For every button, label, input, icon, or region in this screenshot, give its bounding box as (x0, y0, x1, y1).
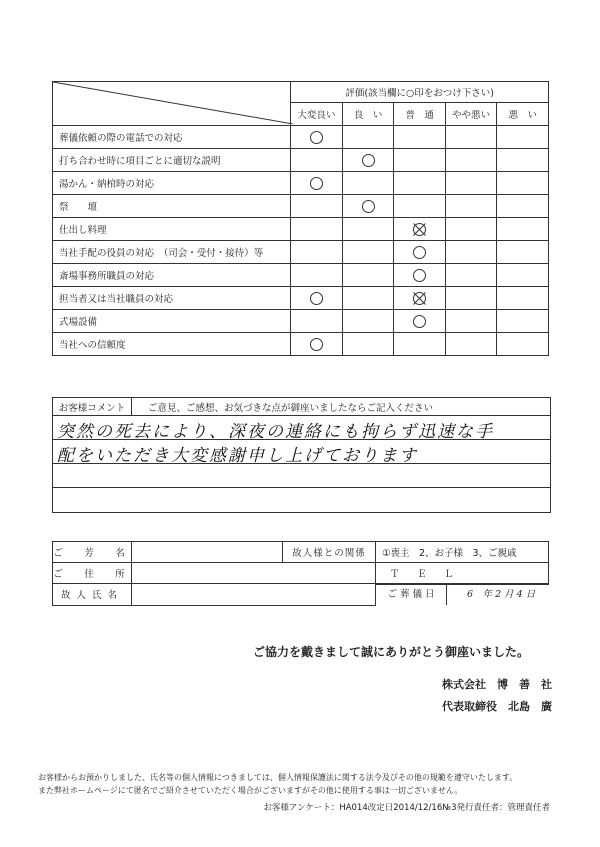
rating-cell[interactable] (497, 218, 549, 241)
privacy-notice (38, 771, 517, 797)
name-label: ご 芳 名 (53, 542, 132, 563)
customer-info-table (52, 541, 549, 606)
rating-column-0: 大変良い (291, 103, 343, 126)
rating-cell[interactable] (342, 241, 394, 264)
address-label: ご 住 所 (53, 563, 132, 584)
customer-comment-box (52, 397, 551, 513)
rating-header: 評価(該当欄に○印をおつけ下さい) (291, 82, 549, 103)
rating-cell[interactable] (342, 333, 394, 356)
rating-cell[interactable] (342, 287, 394, 310)
rating-cell[interactable] (342, 172, 394, 195)
notice-line-2: また弊社ホームページにて匿名でご紹介させていただく場合がございますがその他に使用する事は一切ございません。 (38, 786, 463, 795)
rating-cell[interactable] (445, 126, 496, 149)
tel-label: Ｔ Ｅ Ｌ (390, 569, 458, 580)
rating-cell[interactable] (497, 241, 549, 264)
company-block (442, 674, 552, 718)
comment-prompt: ご意見、ご感想、お気づきな点が御座いましたならご記入ください (148, 402, 434, 414)
rating-cell[interactable] (291, 333, 343, 356)
rating-cell[interactable] (291, 218, 343, 241)
company-rep: 代表取締役 北島 廣 (442, 700, 552, 713)
rating-cell[interactable] (342, 310, 394, 333)
notice-line-1: お客様からお預かりしました、氏名等の個人情報につきましては、個人情報保護法に関する法令及びその他の規範を遵守いたします。 (38, 773, 518, 782)
rating-cell[interactable] (291, 264, 343, 287)
rating-cell[interactable] (342, 264, 394, 287)
eval-row (53, 149, 549, 172)
circle-mark-icon (362, 154, 375, 167)
eval-row-label: 打ち合わせ時に項目ごとに適切な説明 (53, 149, 291, 172)
evaluation-table (52, 81, 549, 356)
rating-cell[interactable] (497, 172, 549, 195)
eval-row-label: 式場設備 (53, 310, 291, 333)
eval-row (53, 241, 549, 264)
eval-row-label: 仕出し料理 (53, 218, 291, 241)
rating-column-1: 良 い (342, 103, 394, 126)
rating-column-3: やや悪い (445, 103, 496, 126)
address-field[interactable] (132, 563, 376, 584)
rating-cell[interactable] (291, 172, 343, 195)
crossed-circle-mark-icon (413, 292, 426, 305)
eval-row (53, 172, 549, 195)
relation-label: 故人様との関係 (283, 542, 376, 563)
rating-cell[interactable] (445, 287, 496, 310)
comment-line-3[interactable] (53, 464, 550, 488)
rating-cell[interactable] (445, 172, 496, 195)
rating-cell[interactable] (445, 195, 496, 218)
circle-mark-icon (310, 338, 323, 351)
eval-row (53, 126, 549, 149)
rating-cell[interactable] (394, 149, 446, 172)
circle-mark-icon (310, 177, 323, 190)
rating-column-2: 普 通 (394, 103, 446, 126)
handwritten-comment-2: 配をいただき大変感謝申し上げております (57, 446, 418, 466)
handwritten-comment-1: 突然の死去により、深夜の連絡にも拘らず迅速な手 (57, 422, 494, 442)
eval-row (53, 287, 549, 310)
deceased-field[interactable] (132, 584, 376, 606)
rating-cell[interactable] (445, 241, 496, 264)
rating-cell[interactable] (497, 310, 549, 333)
comment-line-1[interactable] (53, 416, 550, 440)
eval-row (53, 195, 549, 218)
rating-cell[interactable] (497, 333, 549, 356)
eval-row-label: 当社手配の役員の対応 （司会・受付・接待）等 (53, 241, 291, 264)
rating-cell[interactable] (394, 241, 446, 264)
circle-mark-icon (413, 246, 426, 259)
rating-cell[interactable] (497, 287, 549, 310)
rating-cell[interactable] (497, 126, 549, 149)
eval-row (53, 218, 549, 241)
company-name: 株式会社 博 善 社 (442, 678, 552, 691)
eval-row-label: 葬儀依頼の際の電話での対応 (53, 126, 291, 149)
eval-row (53, 333, 549, 356)
rating-cell[interactable] (342, 126, 394, 149)
funeral-date-value: 6 年 2 月 4 日 (467, 589, 536, 600)
funeral-date-cell[interactable] (376, 584, 549, 605)
rating-cell[interactable] (291, 310, 343, 333)
rating-cell[interactable] (445, 264, 496, 287)
thanks-message: ご協力を戴きまして誠にありがとう御座いました。 (253, 645, 530, 659)
comment-line-2[interactable] (53, 440, 550, 464)
diagonal-line (53, 82, 293, 124)
comment-line-4[interactable] (53, 488, 550, 511)
comment-title: お客様コメント (53, 398, 132, 415)
circle-mark-icon (362, 200, 375, 213)
rating-column-4: 悪 い (497, 103, 549, 126)
rating-cell[interactable] (394, 172, 446, 195)
rating-cell[interactable] (394, 264, 446, 287)
circle-mark-icon (310, 292, 323, 305)
relation-field[interactable]: ①喪主 2、お子様 3、ご親戚 (376, 542, 549, 563)
tel-cell[interactable] (376, 563, 549, 584)
eval-row-label: 祭 壇 (53, 195, 291, 218)
rating-cell[interactable] (394, 218, 446, 241)
eval-row-label: 担当者又は当社職員の対応 (53, 287, 291, 310)
name-field[interactable] (132, 542, 283, 563)
deceased-label: 故人氏名 (53, 584, 132, 606)
eval-row-label: 湯かん・納棺時の対応 (53, 172, 291, 195)
rating-cell[interactable] (445, 310, 496, 333)
circle-mark-icon (413, 315, 426, 328)
rating-cell[interactable] (445, 149, 496, 172)
rating-cell[interactable] (394, 310, 446, 333)
rating-cell[interactable] (497, 264, 549, 287)
rating-cell[interactable] (445, 218, 496, 241)
rating-cell[interactable] (342, 149, 394, 172)
crossed-circle-mark-icon (413, 223, 426, 236)
rating-cell[interactable] (394, 126, 446, 149)
eval-row (53, 310, 549, 333)
rating-cell[interactable] (394, 333, 446, 356)
rating-cell[interactable] (291, 241, 343, 264)
eval-row-label: 斎場事務所職員の対応 (53, 264, 291, 287)
rating-cell[interactable] (342, 195, 394, 218)
rating-cell[interactable] (291, 126, 343, 149)
eval-row-label: 当社への信頼度 (53, 333, 291, 356)
rating-cell[interactable] (291, 149, 343, 172)
rating-cell[interactable] (394, 287, 446, 310)
eval-row (53, 264, 549, 287)
form-footer: お客様アンケート：HA014改定日2014/12/16№3発行責任者：管理責任者 (263, 803, 550, 813)
circle-mark-icon (413, 269, 426, 282)
rating-cell[interactable] (497, 149, 549, 172)
rating-cell[interactable] (497, 195, 549, 218)
rating-cell[interactable] (445, 333, 496, 356)
rating-cell[interactable] (291, 287, 343, 310)
rating-cell[interactable] (291, 195, 343, 218)
circle-mark-icon (310, 131, 323, 144)
funeral-date-label: ご 葬 儀 日 (376, 585, 447, 605)
eval-corner-cell (53, 82, 291, 126)
rating-cell[interactable] (394, 195, 446, 218)
rating-cell[interactable] (342, 218, 394, 241)
comment-header (53, 398, 550, 416)
